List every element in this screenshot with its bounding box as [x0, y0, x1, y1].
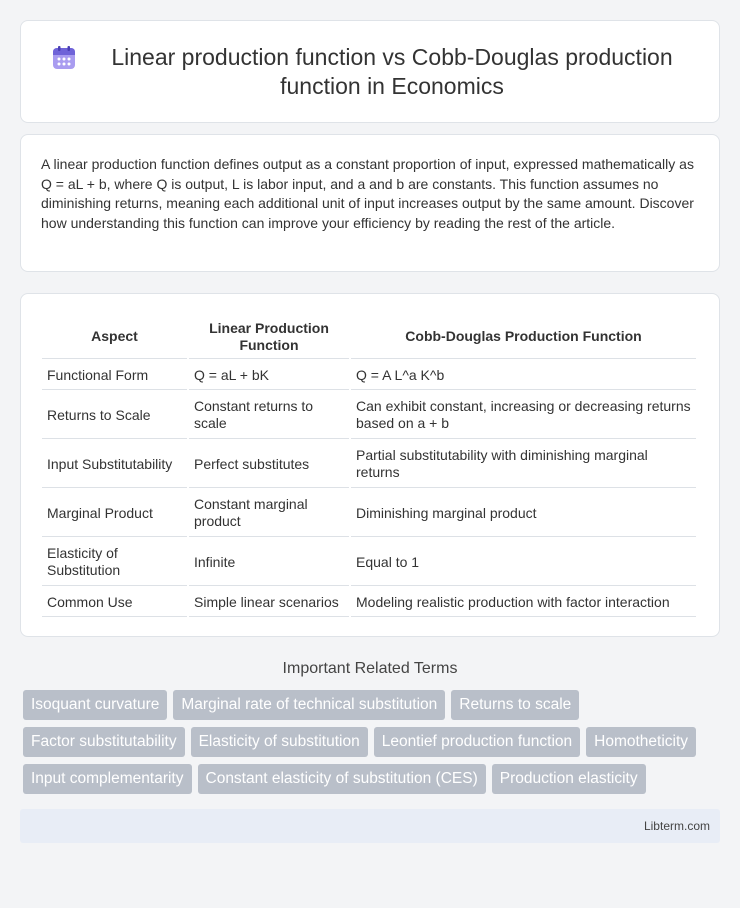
table-header-aspect: Aspect	[42, 315, 187, 359]
related-term-tag[interactable]: Input complementarity	[23, 764, 192, 794]
table-cell: Modeling realistic production with factor interaction	[351, 588, 696, 617]
table-header-row	[42, 315, 696, 359]
related-term-tag[interactable]: Isoquant curvature	[23, 690, 167, 720]
table-cell: Returns to Scale	[42, 392, 187, 439]
table-cell: Constant returns to scale	[189, 392, 349, 439]
table-cell: Diminishing marginal product	[351, 490, 696, 537]
table-cell: Infinite	[189, 539, 349, 586]
related-term-tag[interactable]: Factor substitutability	[23, 727, 185, 757]
related-term-tag[interactable]: Leontief production function	[374, 727, 580, 757]
related-term-tag[interactable]: Marginal rate of technical substitution	[173, 690, 445, 720]
table-cell: Elasticity of Substitution	[42, 539, 187, 586]
footer	[20, 809, 720, 843]
table-cell: Q = aL + bK	[189, 361, 349, 390]
table-row	[42, 588, 696, 617]
comparison-table-card	[20, 293, 720, 637]
table-row	[42, 392, 696, 439]
related-terms-list	[23, 690, 723, 794]
table-row	[42, 490, 696, 537]
related-term-tag[interactable]: Homotheticity	[586, 727, 696, 757]
table-cell: Equal to 1	[351, 539, 696, 586]
table-cell: Partial substitutability with diminishing marginal returns	[351, 441, 696, 488]
table-cell: Marginal Product	[42, 490, 187, 537]
table-row	[42, 361, 696, 390]
table-cell: Perfect substitutes	[189, 441, 349, 488]
header	[51, 43, 689, 101]
comparison-table	[40, 313, 698, 619]
table-cell: Constant marginal product	[189, 490, 349, 537]
table-row	[42, 441, 696, 488]
related-term-tag[interactable]: Constant elasticity of substitution (CES)	[198, 764, 486, 794]
header-card	[20, 20, 720, 123]
table-row	[42, 539, 696, 586]
footer-brand-link[interactable]: Libterm.com	[643, 819, 710, 833]
related-terms-title: Important Related Terms	[282, 660, 458, 677]
table-cell: Input Substitutability	[42, 441, 187, 488]
related-term-tag[interactable]: Production elasticity	[492, 764, 646, 794]
intro-paragraph: A linear production function defines output as a constant proportion of input, expressed mathematically as Q = aL + b, where Q is output, L is labor input, and a and b are constants. This function assumes no diminishing returns, meaning each additional unit of input increases output by the same amount. Discover how understanding this function can improve your efficiency by reading the rest of the article.	[41, 156, 694, 231]
table-cell: Can exhibit constant, increasing or decreasing returns based on a + b	[351, 392, 696, 439]
related-term-tag[interactable]: Elasticity of substitution	[191, 727, 368, 757]
table-header-linear: Linear Production Function	[189, 315, 349, 359]
table-header-cobb-douglas: Cobb-Douglas Production Function	[351, 315, 696, 359]
table-cell: Common Use	[42, 588, 187, 617]
table-cell: Simple linear scenarios	[189, 588, 349, 617]
table-cell: Q = A L^a K^b	[351, 361, 696, 390]
page-title: Linear production function vs Cobb-Douglas production function in Economics	[111, 43, 673, 99]
related-term-tag[interactable]: Returns to scale	[451, 690, 579, 720]
calendar-icon	[51, 45, 77, 71]
intro-card	[20, 134, 720, 272]
table-cell: Functional Form	[42, 361, 187, 390]
